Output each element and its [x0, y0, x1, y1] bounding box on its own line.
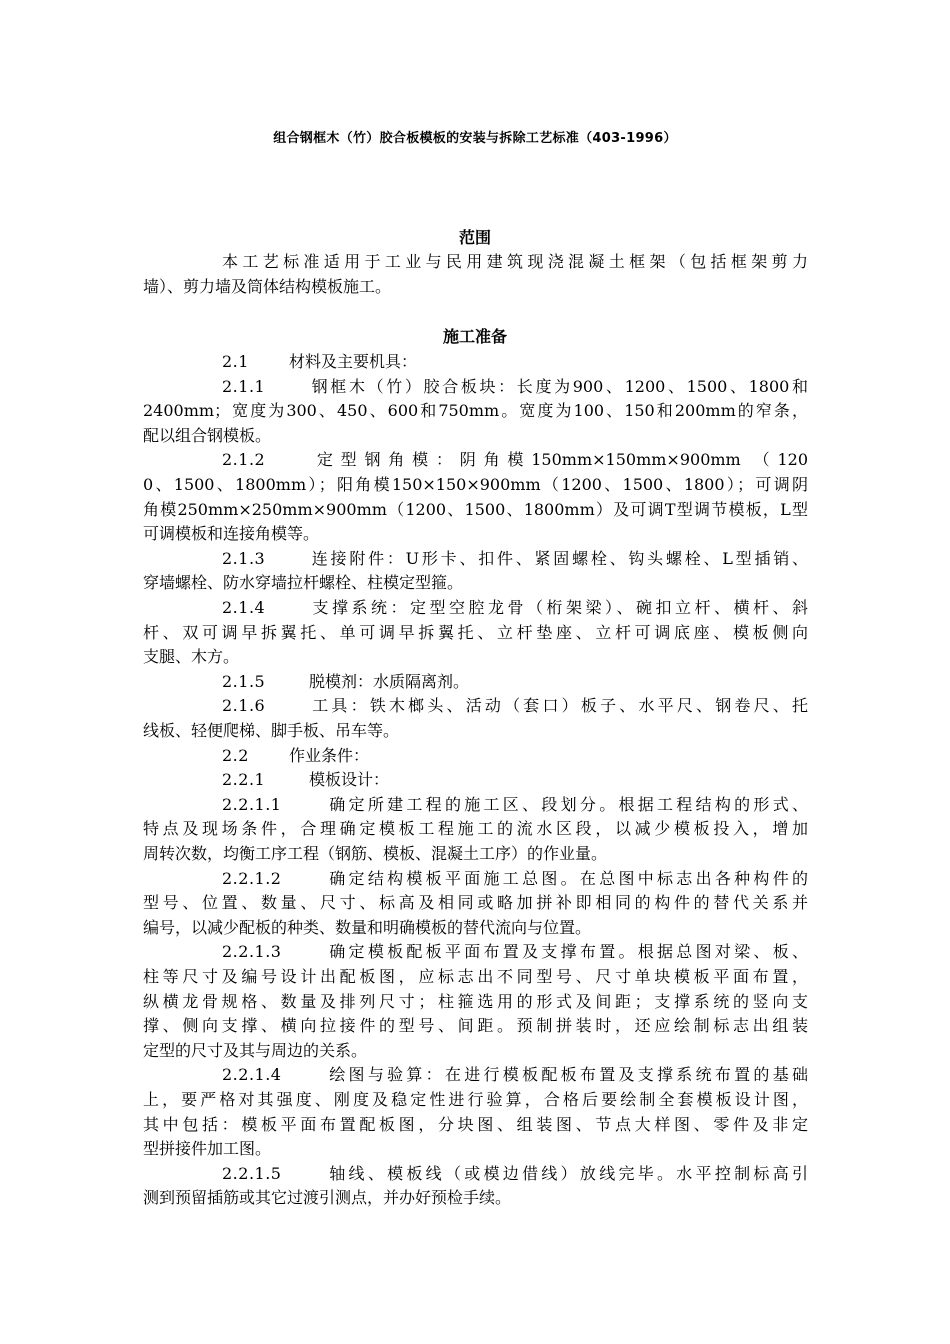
item-text: 模板设计：: [309, 770, 390, 790]
numbered-item: [222, 375, 808, 400]
continuation-line: 型号、位置、数量、尺寸、标高及相同或略加拼补即相同的构件的替代关系并: [143, 893, 808, 913]
item-number: 2.2.1.1: [222, 794, 282, 814]
item-text: 作业条件：: [289, 745, 370, 765]
item-text: 绘图与验算：在进行模板配板布置及支撑系统布置的基础: [326, 1065, 808, 1085]
continuation-line: 上，要严格对其强度、刚度及稳定性进行验算，合格后要绘制全套模板设计图，: [143, 1090, 808, 1109]
numbered-item: [222, 694, 808, 719]
numbered-item: [222, 744, 808, 769]
continuation-line: 型拼接件加工图。: [143, 1139, 272, 1159]
section-heading-preparation: 施工准备: [442, 327, 507, 346]
continuation-line: 杆、双可调早拆翼托、单可调早拆翼托、立杆垫座、立杆可调底座、模板侧向: [143, 622, 808, 642]
numbered-item: [222, 596, 808, 621]
continuation-line: 编号，以减少配板的种类、数量和明确模板的替代流向与位置。: [143, 917, 592, 937]
item-number: 2.2.1.5: [222, 1163, 282, 1183]
item-number: 2.2: [222, 745, 249, 765]
numbered-item: [222, 448, 808, 473]
continuation-line: 周转次数，均衡工序工程（钢筋、模板、混凝土工序）的作业量。: [143, 844, 608, 863]
item-number: 2.2.1.3: [222, 942, 282, 962]
paragraph-line: 本工艺标准适用于工业与民用建筑现浇混凝土框架（包括框架剪力: [222, 252, 808, 271]
continuation-line: 0、1500、1800mm）；阳角模150×150×900mm（1200、1500、1800）；可调阴: [143, 475, 808, 494]
continuation-line: 特点及现场条件，合理确定模板工程施工的流水区段，以减少模板投入，增加: [143, 819, 808, 839]
numbered-item: [222, 940, 808, 965]
document-title: 组合钢框木（竹）胶合板模板的安装与拆除工艺标准（403-1996）: [273, 131, 677, 146]
item-number: 2.1.3: [222, 548, 266, 568]
continuation-line: 支腿、木方。: [143, 647, 240, 667]
item-text: 钢框木（竹）胶合板块：长度为900、1200、1500、1800和: [309, 376, 808, 396]
continuation-line: 配以组合钢模板。: [143, 425, 272, 445]
section-heading-scope: 范围: [458, 228, 491, 247]
continuation-line: 2400mm；宽度为300、450、600和750mm。宽度为100、150和200mm的窄条，: [143, 401, 808, 421]
item-text: 工具：铁木榔头、活动（套口）板子、水平尺、钢卷尺、托: [309, 696, 808, 716]
item-number: 2.1: [222, 352, 249, 371]
item-text: 脱模剂：水质隔离剂。: [309, 671, 470, 691]
item-number: 2.2.1.4: [222, 1065, 282, 1085]
continuation-line: 角模250mm×250mm×900mm（1200、1500、1800mm）及可调T型调节模板，L型: [143, 499, 808, 519]
continuation-line: 穿墙螺栓、防水穿墙拉杆螺栓、柱模定型箍。: [143, 573, 464, 593]
numbered-item: [222, 793, 808, 818]
item-text: 连接附件：U形卡、扣件、紧固螺栓、钩头螺栓、L型插销、: [309, 548, 808, 568]
item-text: 材料及主要机具：: [289, 352, 418, 371]
item-number: 2.2.1.2: [222, 868, 282, 888]
item-text: 支撑系统：定型空腔龙骨（桁架梁）、碗扣立杆、横杆、斜: [309, 598, 808, 617]
item-text: 轴线、模板线（或模边借线）放线完毕。水平控制标高引: [326, 1163, 808, 1183]
item-number: 2.1.4: [222, 598, 266, 617]
item-number: 2.2.1: [222, 770, 266, 790]
item-number: 2.1.1: [222, 376, 266, 396]
numbered-item: [222, 670, 808, 695]
continuation-line: 纵横龙骨规格、数量及排列尺寸；柱箍选用的形式及间距；支撑系统的竖向支: [143, 991, 808, 1011]
item-number: 2.1.6: [222, 696, 266, 716]
item-text: 确定模板配板平面布置及支撑布置。根据总图对梁、板、: [326, 942, 808, 962]
item-number: 2.1.5: [222, 671, 266, 691]
continuation-line: 定型的尺寸及其与周边的关系。: [143, 1040, 368, 1060]
numbered-item: [222, 547, 808, 572]
continuation-line: 可调模板和连接角模等。: [143, 524, 320, 544]
numbered-item: [222, 350, 808, 375]
continuation-line: 测到预留插筋或其它过渡引测点，并办好预检手续。: [143, 1188, 512, 1208]
continuation-line: 柱等尺寸及编号设计出配板图，应标志出不同型号、尺寸单块模板平面布置，: [143, 967, 808, 986]
numbered-item: [222, 768, 808, 793]
continuation-line: 线板、轻便爬梯、脚手板、吊车等。: [143, 721, 400, 740]
numbered-item: [222, 1162, 808, 1187]
continuation-line: 撑、侧向支撑、横向拉接件的型号、间距。预制拼装时，还应绘制标志出组装: [143, 1016, 808, 1036]
item-number: 2.1.2: [222, 450, 266, 470]
numbered-item: [222, 1063, 808, 1088]
item-text: 定型钢角模：阴角模150mm×150mm×900mm （120: [309, 450, 808, 470]
paragraph-line: 墙）、剪力墙及筒体结构模板施工。: [143, 277, 392, 296]
item-text: 确定所建工程的施工区、段划分。根据工程结构的形式、: [326, 794, 808, 814]
continuation-line: 其中包括：模板平面布置配板图，分块图、组装图、节点大样图、零件及非定: [143, 1114, 808, 1134]
numbered-item: [222, 867, 808, 892]
item-text: 确定结构模板平面施工总图。在总图中标志出各种构件的: [326, 868, 808, 888]
